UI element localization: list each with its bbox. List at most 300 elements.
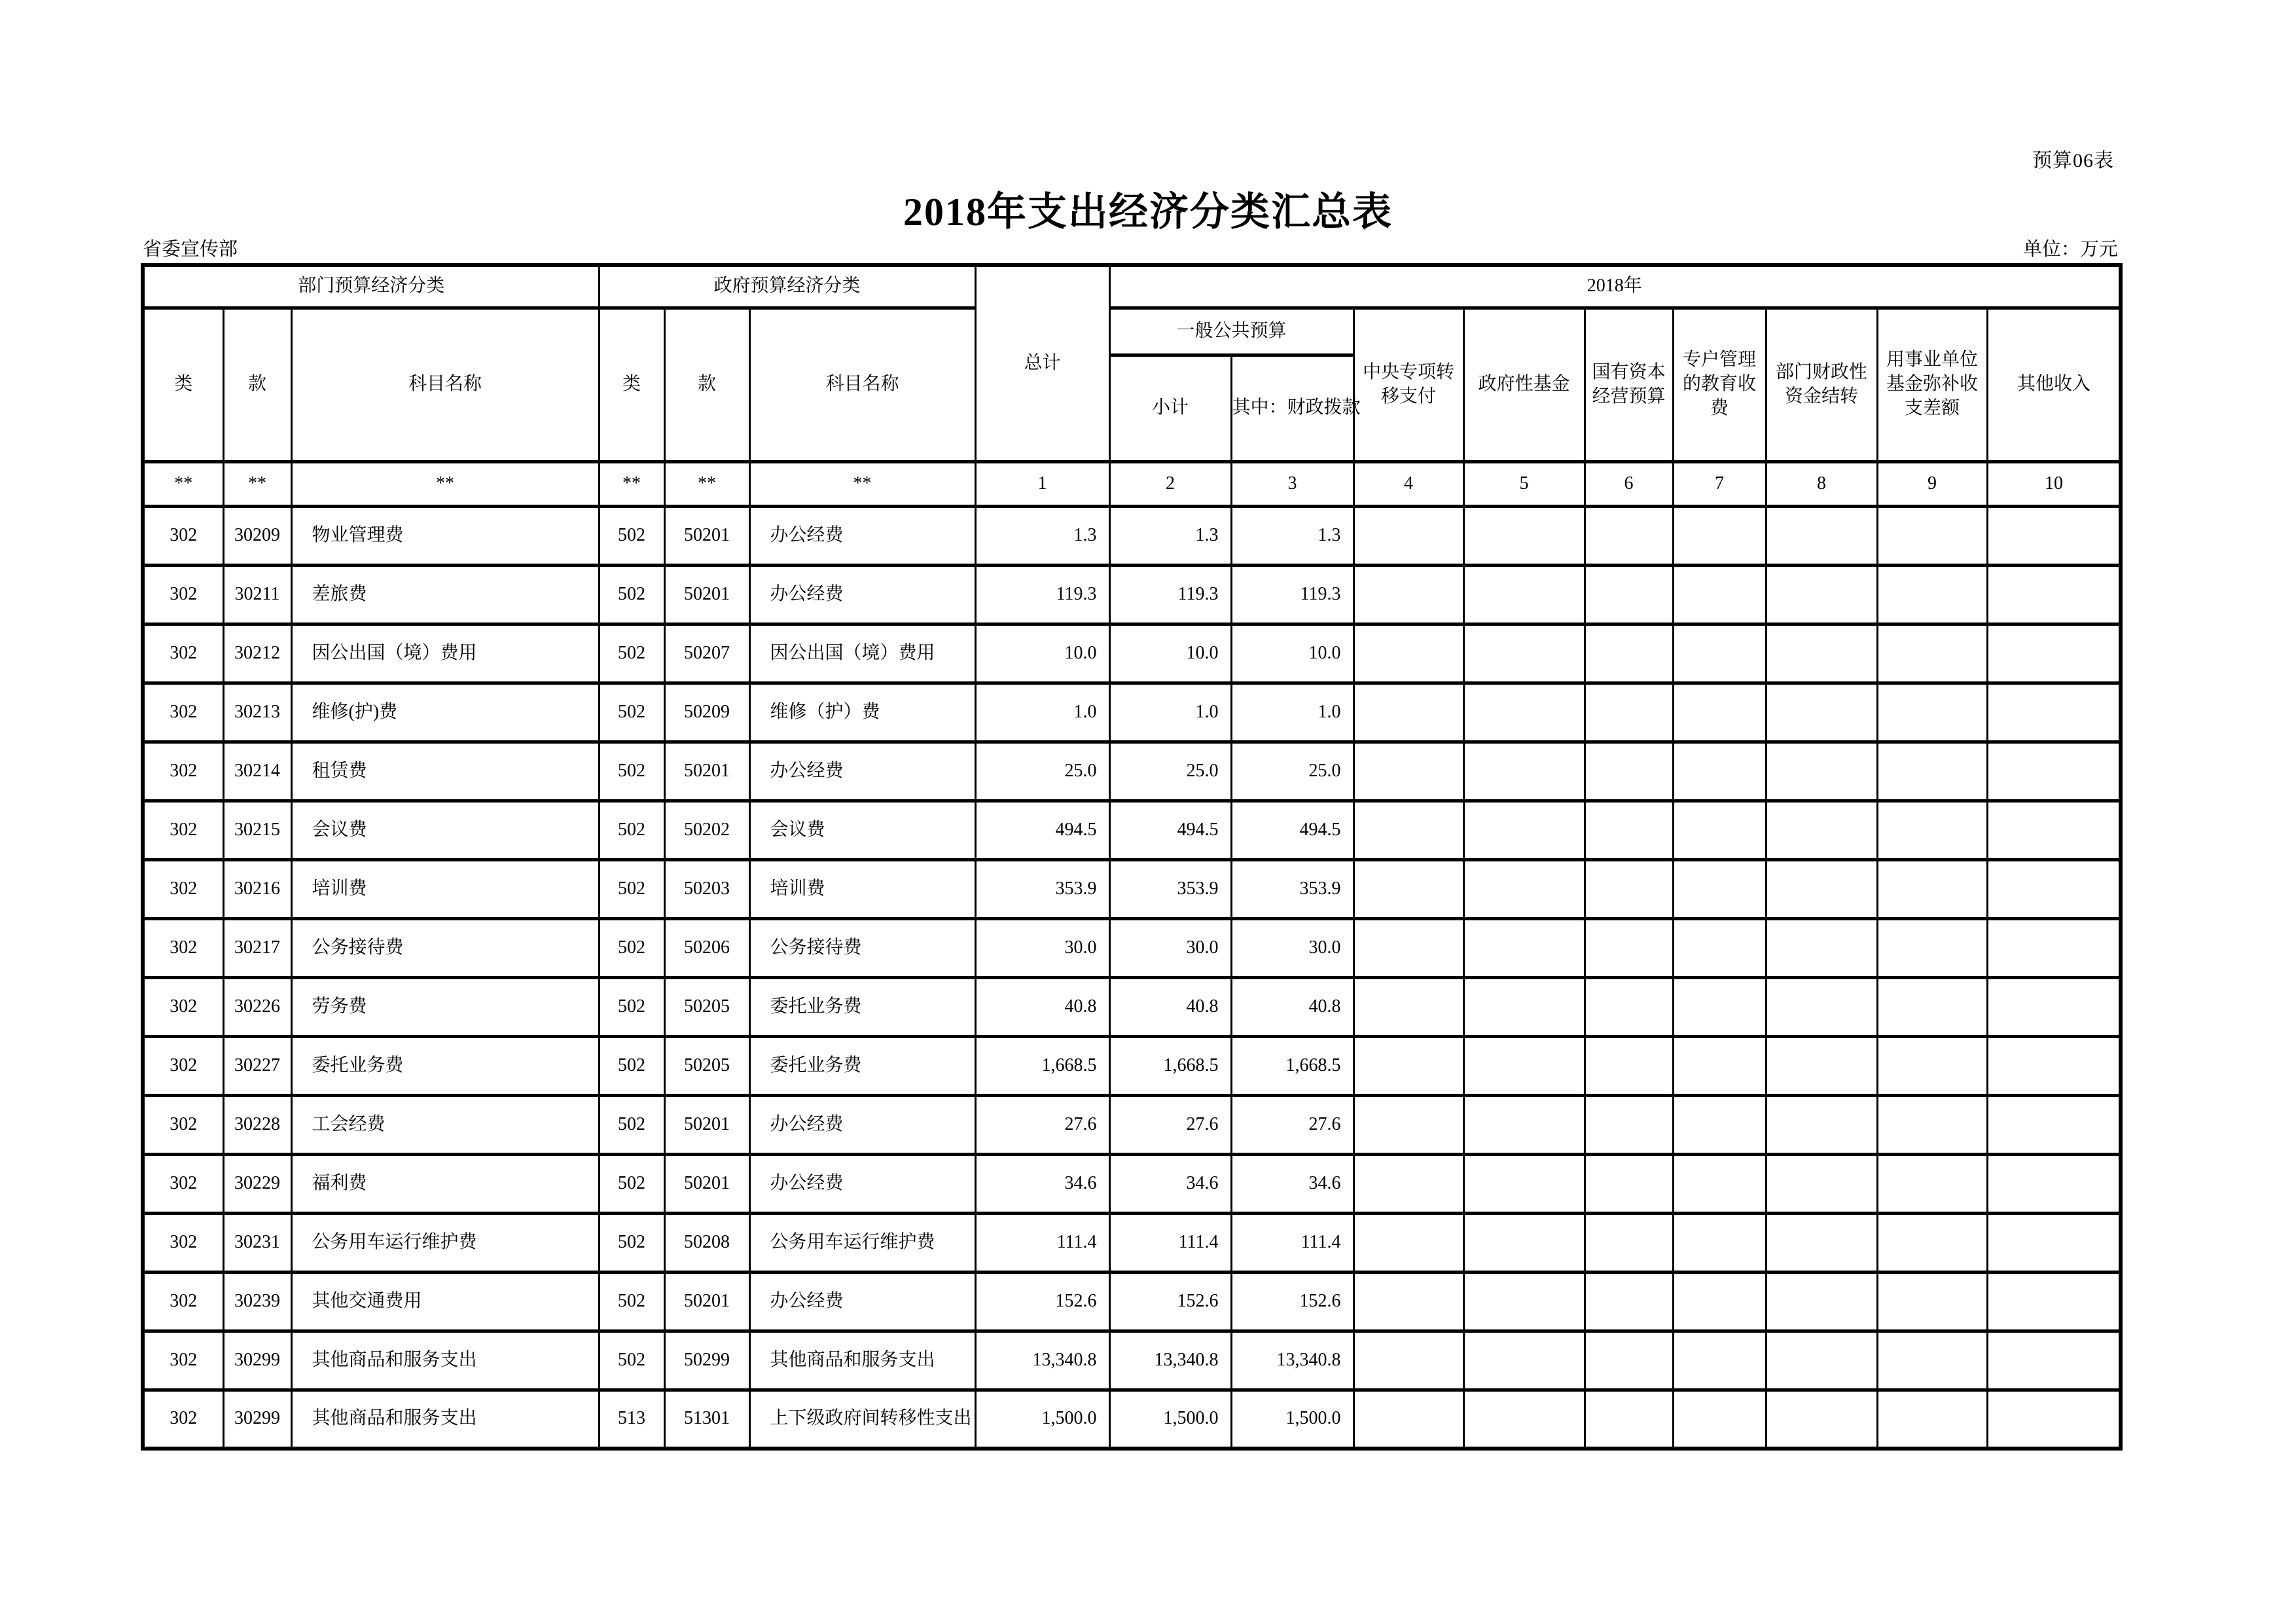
body-cell bbox=[1987, 1390, 2121, 1449]
body-cell bbox=[1585, 742, 1673, 801]
header-general-public-budget: 一般公共预算 bbox=[1109, 308, 1354, 355]
body-cell: 152.6 bbox=[975, 1272, 1109, 1331]
body-cell: 会议费 bbox=[291, 801, 599, 859]
index-cell: 3 bbox=[1231, 461, 1354, 506]
body-cell bbox=[1463, 1390, 1585, 1449]
body-cell bbox=[1766, 1390, 1877, 1449]
body-cell bbox=[1877, 801, 1987, 859]
body-cell bbox=[1877, 683, 1987, 742]
body-cell bbox=[1987, 918, 2121, 977]
body-cell bbox=[1673, 624, 1766, 683]
body-cell bbox=[1877, 1095, 1987, 1154]
body-cell: 502 bbox=[599, 1095, 664, 1154]
body-cell bbox=[1877, 1272, 1987, 1331]
body-cell bbox=[1766, 565, 1877, 624]
body-cell bbox=[1673, 918, 1766, 977]
body-cell: 50202 bbox=[664, 801, 749, 859]
body-cell bbox=[1585, 1036, 1673, 1095]
header-gov-budget-group: 政府预算经济分类 bbox=[599, 265, 975, 308]
body-cell bbox=[1987, 506, 2121, 565]
body-cell bbox=[1354, 1036, 1463, 1095]
index-cell: ** bbox=[599, 461, 664, 506]
body-cell: 公务接待费 bbox=[749, 918, 975, 977]
body-cell: 其他商品和服务支出 bbox=[291, 1390, 599, 1449]
body-cell: 福利费 bbox=[291, 1154, 599, 1213]
body-cell bbox=[1877, 1036, 1987, 1095]
body-cell bbox=[1766, 624, 1877, 683]
body-cell: 1,500.0 bbox=[1231, 1390, 1354, 1449]
body-cell: 13,340.8 bbox=[975, 1331, 1109, 1390]
index-cell: 7 bbox=[1673, 461, 1766, 506]
body-cell bbox=[1354, 977, 1463, 1036]
body-cell bbox=[1354, 1095, 1463, 1154]
body-cell: 30229 bbox=[223, 1154, 291, 1213]
body-cell: 502 bbox=[599, 506, 664, 565]
body-cell: 50201 bbox=[664, 506, 749, 565]
body-cell bbox=[1877, 506, 1987, 565]
body-cell: 50208 bbox=[664, 1213, 749, 1272]
body-cell: 25.0 bbox=[1109, 742, 1231, 801]
body-cell bbox=[1987, 977, 2121, 1036]
body-cell: 30.0 bbox=[975, 918, 1109, 977]
body-cell bbox=[1463, 683, 1585, 742]
body-cell bbox=[1354, 859, 1463, 918]
body-cell: 302 bbox=[143, 918, 223, 977]
body-cell: 会议费 bbox=[749, 801, 975, 859]
body-cell bbox=[1585, 801, 1673, 859]
body-cell bbox=[1585, 506, 1673, 565]
body-cell: 353.9 bbox=[975, 859, 1109, 918]
body-cell: 办公经费 bbox=[749, 742, 975, 801]
body-cell bbox=[1987, 1154, 2121, 1213]
body-cell bbox=[1673, 977, 1766, 1036]
body-cell bbox=[1877, 918, 1987, 977]
body-cell bbox=[1585, 1390, 1673, 1449]
table-row bbox=[143, 977, 2121, 1036]
body-cell bbox=[1766, 1272, 1877, 1331]
header-dept-item: 款 bbox=[223, 308, 291, 461]
body-cell bbox=[1673, 1331, 1766, 1390]
body-cell bbox=[1463, 1154, 1585, 1213]
body-cell bbox=[1987, 1272, 2121, 1331]
header-year-group: 2018年 bbox=[1109, 265, 2121, 308]
table-row bbox=[143, 1036, 2121, 1095]
header-special-edu-fee: 专户管理的教育收费 bbox=[1673, 308, 1766, 461]
body-cell bbox=[1585, 1331, 1673, 1390]
body-cell: 1,668.5 bbox=[1109, 1036, 1231, 1095]
body-cell: 1.3 bbox=[1109, 506, 1231, 565]
body-cell: 1,500.0 bbox=[1109, 1390, 1231, 1449]
body-cell: 30213 bbox=[223, 683, 291, 742]
body-cell bbox=[1463, 918, 1585, 977]
index-cell: 4 bbox=[1354, 461, 1463, 506]
body-cell bbox=[1766, 742, 1877, 801]
body-cell: 302 bbox=[143, 1272, 223, 1331]
body-cell: 10.0 bbox=[1109, 624, 1231, 683]
body-cell bbox=[1673, 859, 1766, 918]
body-cell: 公务用车运行维护费 bbox=[749, 1213, 975, 1272]
body-cell: 办公经费 bbox=[749, 506, 975, 565]
body-cell: 152.6 bbox=[1231, 1272, 1354, 1331]
body-cell: 1.0 bbox=[1231, 683, 1354, 742]
body-cell: 50201 bbox=[664, 742, 749, 801]
body-cell: 302 bbox=[143, 1213, 223, 1272]
body-cell: 13,340.8 bbox=[1109, 1331, 1231, 1390]
body-cell: 27.6 bbox=[1109, 1095, 1231, 1154]
body-cell: 502 bbox=[599, 1036, 664, 1095]
table-row bbox=[143, 918, 2121, 977]
body-cell: 1,668.5 bbox=[1231, 1036, 1354, 1095]
body-cell: 50205 bbox=[664, 1036, 749, 1095]
body-cell bbox=[1673, 1095, 1766, 1154]
header-dept-budget-group: 部门预算经济分类 bbox=[143, 265, 599, 308]
body-cell: 34.6 bbox=[975, 1154, 1109, 1213]
table-row bbox=[143, 624, 2121, 683]
table-row bbox=[143, 1154, 2121, 1213]
body-cell: 30.0 bbox=[1109, 918, 1231, 977]
body-cell: 302 bbox=[143, 565, 223, 624]
body-cell bbox=[1987, 742, 2121, 801]
body-cell bbox=[1877, 742, 1987, 801]
body-cell bbox=[1673, 1272, 1766, 1331]
body-cell: 委托业务费 bbox=[291, 1036, 599, 1095]
table-row bbox=[143, 1390, 2121, 1449]
header-gov-subject: 科目名称 bbox=[749, 308, 975, 461]
body-cell: 其他交通费用 bbox=[291, 1272, 599, 1331]
index-cell: 10 bbox=[1987, 461, 2121, 506]
header-gov-fund: 政府性基金 bbox=[1463, 308, 1585, 461]
body-cell bbox=[1354, 1213, 1463, 1272]
body-cell: 502 bbox=[599, 801, 664, 859]
body-cell bbox=[1354, 506, 1463, 565]
body-cell: 30215 bbox=[223, 801, 291, 859]
body-cell bbox=[1987, 683, 2121, 742]
body-cell bbox=[1987, 801, 2121, 859]
body-cell: 51301 bbox=[664, 1390, 749, 1449]
body-cell: 委托业务费 bbox=[749, 1036, 975, 1095]
body-cell: 13,340.8 bbox=[1231, 1331, 1354, 1390]
body-cell bbox=[1673, 565, 1766, 624]
body-cell: 10.0 bbox=[1231, 624, 1354, 683]
body-cell bbox=[1987, 1213, 2121, 1272]
body-cell bbox=[1463, 1272, 1585, 1331]
body-cell bbox=[1354, 742, 1463, 801]
body-cell: 353.9 bbox=[1109, 859, 1231, 918]
body-cell: 培训费 bbox=[291, 859, 599, 918]
table-row bbox=[143, 742, 2121, 801]
body-cell bbox=[1585, 859, 1673, 918]
index-cell: 2 bbox=[1109, 461, 1231, 506]
body-cell: 劳务费 bbox=[291, 977, 599, 1036]
body-cell bbox=[1766, 801, 1877, 859]
body-cell: 494.5 bbox=[975, 801, 1109, 859]
body-cell bbox=[1877, 624, 1987, 683]
body-cell bbox=[1673, 742, 1766, 801]
body-cell bbox=[1585, 565, 1673, 624]
body-cell bbox=[1463, 1036, 1585, 1095]
body-cell bbox=[1354, 1272, 1463, 1331]
body-cell: 50205 bbox=[664, 977, 749, 1036]
body-cell: 50201 bbox=[664, 1154, 749, 1213]
body-cell: 513 bbox=[599, 1390, 664, 1449]
body-cell: 502 bbox=[599, 1272, 664, 1331]
body-cell: 上下级政府间转移性支出 bbox=[749, 1390, 975, 1449]
body-cell: 30209 bbox=[223, 506, 291, 565]
body-cell: 50206 bbox=[664, 918, 749, 977]
body-cell: 502 bbox=[599, 624, 664, 683]
body-cell bbox=[1585, 624, 1673, 683]
body-cell: 1.0 bbox=[975, 683, 1109, 742]
table-header bbox=[143, 265, 2121, 506]
index-cell: ** bbox=[664, 461, 749, 506]
body-cell: 302 bbox=[143, 624, 223, 683]
index-cell: ** bbox=[749, 461, 975, 506]
header-group-row bbox=[143, 265, 2121, 308]
body-cell: 1.3 bbox=[1231, 506, 1354, 565]
body-cell: 50207 bbox=[664, 624, 749, 683]
body-cell: 办公经费 bbox=[749, 1272, 975, 1331]
index-cell: 9 bbox=[1877, 461, 1987, 506]
body-cell bbox=[1766, 859, 1877, 918]
body-cell: 1.0 bbox=[1109, 683, 1231, 742]
body-cell bbox=[1877, 565, 1987, 624]
body-cell: 502 bbox=[599, 859, 664, 918]
body-cell: 委托业务费 bbox=[749, 977, 975, 1036]
body-cell: 物业管理费 bbox=[291, 506, 599, 565]
body-cell: 30239 bbox=[223, 1272, 291, 1331]
body-cell bbox=[1673, 506, 1766, 565]
page-title: 2018年支出经济分类汇总表 bbox=[903, 190, 1393, 234]
body-cell: 302 bbox=[143, 859, 223, 918]
header-dept-class: 类 bbox=[143, 308, 223, 461]
body-cell: 111.4 bbox=[1109, 1213, 1231, 1272]
body-cell: 30217 bbox=[223, 918, 291, 977]
body-cell: 119.3 bbox=[1231, 565, 1354, 624]
body-cell bbox=[1766, 1331, 1877, 1390]
body-cell bbox=[1766, 1154, 1877, 1213]
body-cell: 353.9 bbox=[1231, 859, 1354, 918]
header-total: 总计 bbox=[975, 265, 1109, 461]
body-cell bbox=[1463, 624, 1585, 683]
body-cell bbox=[1354, 801, 1463, 859]
body-cell bbox=[1463, 1213, 1585, 1272]
header-gov-class: 类 bbox=[599, 308, 664, 461]
body-cell: 502 bbox=[599, 742, 664, 801]
form-number-label: 预算06表 bbox=[2032, 150, 2114, 171]
body-cell: 工会经费 bbox=[291, 1095, 599, 1154]
body-cell bbox=[1987, 624, 2121, 683]
body-cell: 50201 bbox=[664, 1272, 749, 1331]
department-name: 省委宣传部 bbox=[143, 239, 238, 260]
body-cell: 27.6 bbox=[1231, 1095, 1354, 1154]
body-cell: 27.6 bbox=[975, 1095, 1109, 1154]
body-cell bbox=[1585, 1213, 1673, 1272]
body-cell: 302 bbox=[143, 683, 223, 742]
table-row bbox=[143, 859, 2121, 918]
body-cell: 502 bbox=[599, 1213, 664, 1272]
body-cell: 302 bbox=[143, 801, 223, 859]
header-institution-fund-balance: 用事业单位基金弥补收支差额 bbox=[1877, 308, 1987, 461]
body-cell bbox=[1673, 1154, 1766, 1213]
index-cell: 8 bbox=[1766, 461, 1877, 506]
body-cell: 494.5 bbox=[1109, 801, 1231, 859]
body-cell: 302 bbox=[143, 1331, 223, 1390]
body-cell bbox=[1987, 1036, 2121, 1095]
body-cell: 30.0 bbox=[1231, 918, 1354, 977]
body-cell: 其他商品和服务支出 bbox=[291, 1331, 599, 1390]
header-gov-item: 款 bbox=[664, 308, 749, 461]
body-cell: 50203 bbox=[664, 859, 749, 918]
body-cell: 培训费 bbox=[749, 859, 975, 918]
body-cell: 办公经费 bbox=[749, 1154, 975, 1213]
body-cell bbox=[1987, 1095, 2121, 1154]
body-cell: 租赁费 bbox=[291, 742, 599, 801]
body-cell: 30226 bbox=[223, 977, 291, 1036]
body-cell bbox=[1877, 1390, 1987, 1449]
body-cell: 因公出国（境）费用 bbox=[749, 624, 975, 683]
body-cell: 302 bbox=[143, 1390, 223, 1449]
body-cell: 30228 bbox=[223, 1095, 291, 1154]
table-row bbox=[143, 506, 2121, 565]
body-cell: 50201 bbox=[664, 565, 749, 624]
body-cell: 502 bbox=[599, 565, 664, 624]
body-cell: 152.6 bbox=[1109, 1272, 1231, 1331]
body-cell: 因公出国（境）费用 bbox=[291, 624, 599, 683]
body-cell bbox=[1766, 683, 1877, 742]
body-cell: 1,668.5 bbox=[975, 1036, 1109, 1095]
body-cell: 50209 bbox=[664, 683, 749, 742]
body-cell bbox=[1354, 918, 1463, 977]
index-cell: 1 bbox=[975, 461, 1109, 506]
header-other-income: 其他收入 bbox=[1987, 308, 2121, 461]
body-cell bbox=[1877, 1213, 1987, 1272]
body-cell: 30299 bbox=[223, 1331, 291, 1390]
table-row bbox=[143, 565, 2121, 624]
body-cell bbox=[1987, 859, 2121, 918]
body-cell: 30227 bbox=[223, 1036, 291, 1095]
body-cell: 119.3 bbox=[1109, 565, 1231, 624]
index-cell: ** bbox=[143, 461, 223, 506]
index-cell: ** bbox=[223, 461, 291, 506]
body-cell bbox=[1766, 918, 1877, 977]
body-cell bbox=[1463, 1095, 1585, 1154]
body-cell: 30231 bbox=[223, 1213, 291, 1272]
header-of-which-fiscal: 其中：财政拨款 bbox=[1231, 355, 1354, 461]
body-cell: 502 bbox=[599, 977, 664, 1036]
body-cell: 34.6 bbox=[1109, 1154, 1231, 1213]
body-cell: 25.0 bbox=[975, 742, 1109, 801]
body-cell bbox=[1463, 977, 1585, 1036]
budget-summary-table bbox=[141, 263, 2123, 1451]
body-cell: 40.8 bbox=[1109, 977, 1231, 1036]
body-cell: 119.3 bbox=[975, 565, 1109, 624]
body-cell: 维修（护）费 bbox=[749, 683, 975, 742]
body-cell: 1,500.0 bbox=[975, 1390, 1109, 1449]
body-cell: 50201 bbox=[664, 1095, 749, 1154]
body-cell: 其他商品和服务支出 bbox=[749, 1331, 975, 1390]
body-cell bbox=[1585, 977, 1673, 1036]
body-cell bbox=[1354, 565, 1463, 624]
table-row bbox=[143, 1213, 2121, 1272]
body-cell bbox=[1463, 1331, 1585, 1390]
body-cell: 30214 bbox=[223, 742, 291, 801]
body-cell bbox=[1463, 565, 1585, 624]
body-cell bbox=[1585, 683, 1673, 742]
body-cell: 302 bbox=[143, 1036, 223, 1095]
table-body bbox=[143, 506, 2121, 1449]
header-columns-row bbox=[143, 308, 2121, 355]
body-cell: 差旅费 bbox=[291, 565, 599, 624]
body-cell bbox=[1354, 1154, 1463, 1213]
body-cell: 25.0 bbox=[1231, 742, 1354, 801]
table-row bbox=[143, 801, 2121, 859]
body-cell bbox=[1585, 1272, 1673, 1331]
header-subtotal: 小计 bbox=[1109, 355, 1231, 461]
column-index-row bbox=[143, 461, 2121, 506]
body-cell: 30299 bbox=[223, 1390, 291, 1449]
body-cell bbox=[1987, 565, 2121, 624]
body-cell: 40.8 bbox=[975, 977, 1109, 1036]
body-cell: 50299 bbox=[664, 1331, 749, 1390]
body-cell bbox=[1354, 1331, 1463, 1390]
body-cell bbox=[1766, 1036, 1877, 1095]
table-row bbox=[143, 1095, 2121, 1154]
body-cell: 502 bbox=[599, 1154, 664, 1213]
unit-label: 单位：万元 bbox=[2022, 239, 2118, 260]
body-cell: 34.6 bbox=[1231, 1154, 1354, 1213]
header-state-capital-budget: 国有资本经营预算 bbox=[1585, 308, 1673, 461]
body-cell: 公务用车运行维护费 bbox=[291, 1213, 599, 1272]
body-cell bbox=[1877, 1331, 1987, 1390]
index-cell: 5 bbox=[1463, 461, 1585, 506]
body-cell: 302 bbox=[143, 506, 223, 565]
index-cell: ** bbox=[291, 461, 599, 506]
body-cell: 111.4 bbox=[975, 1213, 1109, 1272]
body-cell: 办公经费 bbox=[749, 1095, 975, 1154]
table-row bbox=[143, 683, 2121, 742]
table-row bbox=[143, 1331, 2121, 1390]
body-cell bbox=[1463, 742, 1585, 801]
body-cell bbox=[1585, 1154, 1673, 1213]
index-cell: 6 bbox=[1585, 461, 1673, 506]
body-cell bbox=[1354, 683, 1463, 742]
header-dept-fiscal-carryover: 部门财政性资金结转 bbox=[1766, 308, 1877, 461]
header-central-transfer: 中央专项转移支付 bbox=[1354, 308, 1463, 461]
body-cell bbox=[1673, 1390, 1766, 1449]
body-cell bbox=[1463, 506, 1585, 565]
body-cell: 502 bbox=[599, 1331, 664, 1390]
body-cell: 502 bbox=[599, 683, 664, 742]
body-cell bbox=[1585, 918, 1673, 977]
header-dept-subject: 科目名称 bbox=[291, 308, 599, 461]
body-cell bbox=[1354, 624, 1463, 683]
body-cell bbox=[1766, 506, 1877, 565]
body-cell bbox=[1673, 683, 1766, 742]
body-cell: 502 bbox=[599, 918, 664, 977]
body-cell bbox=[1673, 1213, 1766, 1272]
body-cell bbox=[1585, 1095, 1673, 1154]
body-cell: 办公经费 bbox=[749, 565, 975, 624]
body-cell: 302 bbox=[143, 742, 223, 801]
body-cell: 30211 bbox=[223, 565, 291, 624]
body-cell bbox=[1463, 801, 1585, 859]
body-cell: 40.8 bbox=[1231, 977, 1354, 1036]
body-cell: 302 bbox=[143, 977, 223, 1036]
body-cell: 494.5 bbox=[1231, 801, 1354, 859]
body-cell bbox=[1354, 1390, 1463, 1449]
body-cell bbox=[1463, 859, 1585, 918]
body-cell bbox=[1987, 1331, 2121, 1390]
